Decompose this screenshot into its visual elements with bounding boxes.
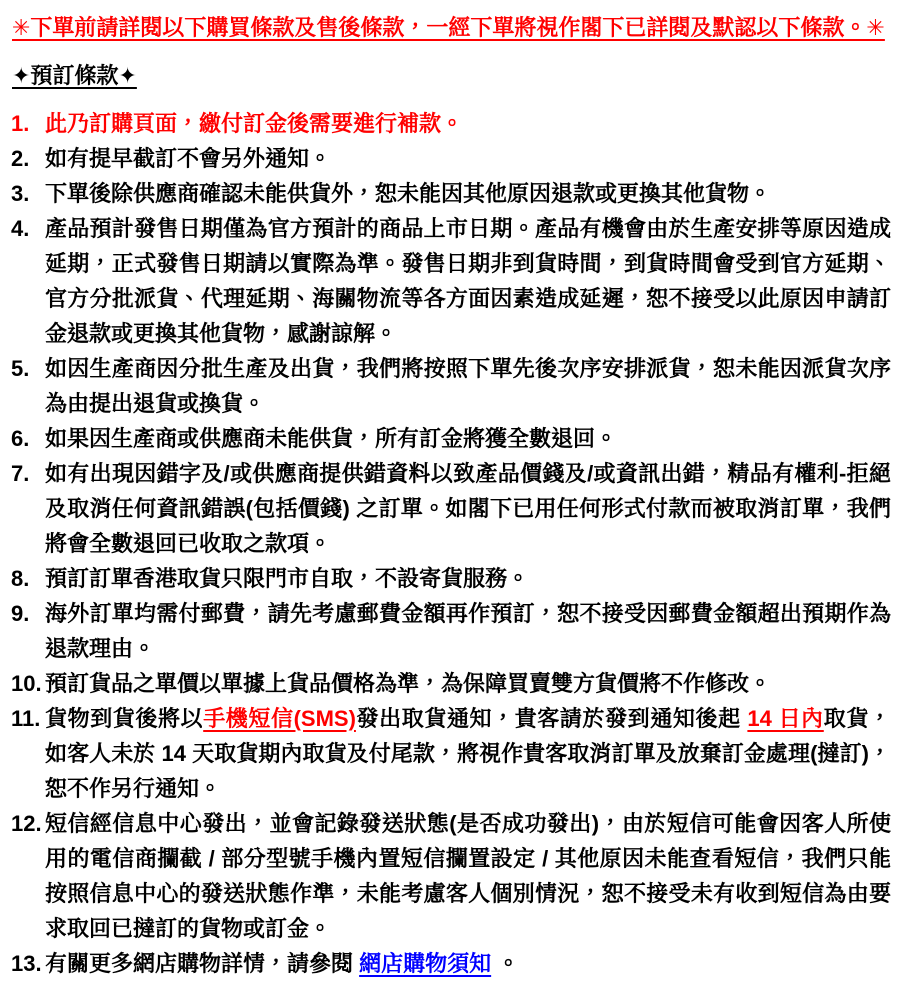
term-number: 1. xyxy=(11,111,30,136)
term-text xyxy=(45,946,891,981)
term-text xyxy=(45,211,891,351)
section-title-preorder-terms: ✦預訂條款✦ xyxy=(12,63,137,88)
term-text-segment: 。 xyxy=(491,951,520,976)
term-text xyxy=(45,141,891,176)
term-number: 5. xyxy=(11,356,30,381)
term-text-segment: 產品預計發售日期僅為官方預計的商品上市日期。產品有機會由於生產安排等原因造成延期，正式發售日期請以實際為準。發售日期非到貨時間，到貨時間會受到官方延期、官方分批派貨、代理延期、海關物流等各方面因素造成延遲，恕不接受以此原因申請訂金退款或更換其他貨物，感謝諒解。 xyxy=(45,216,891,346)
terms-list xyxy=(10,106,891,981)
term-text xyxy=(45,176,891,211)
preorder-warning-header: ✳下單前請詳閱以下購買條款及售後條款，一經下單將視作閣下已詳閱及默認以下條款。✳ xyxy=(12,15,885,40)
term-number: 11. xyxy=(11,706,41,731)
term-item-6 xyxy=(10,421,891,456)
term-text-segment: 海外訂單均需付郵費，請先考慮郵費金額再作預訂，恕不接受因郵費金額超出預期作為退款理由。 xyxy=(45,601,891,661)
sms-highlight: 手機短信(SMS) xyxy=(203,706,356,731)
term-text-segment: 取貨，如客人未於 14 天取貨期內取貨及付尾款，將視作貴客取消訂單及放棄訂金處理(撻訂)，恕不作另行通知。 xyxy=(45,706,891,801)
term-text-segment: 有關更多網店購物詳情，請參閱 xyxy=(45,951,360,976)
term-number: 12. xyxy=(11,811,42,836)
term-text-segment: 如有提早截訂不會另外通知。 xyxy=(45,146,332,171)
term-number: 9. xyxy=(11,601,30,626)
term-text-segment: 預訂貨品之單價以單據上貨品價格為準，為保障買賣雙方貨價將不作修改。 xyxy=(45,671,772,696)
term-number: 6. xyxy=(11,426,30,451)
term-text-segment: 發出取貨通知，貴客請於發到通知後起 xyxy=(355,706,748,731)
term-item-11 xyxy=(10,701,891,806)
term-item-3 xyxy=(10,176,891,211)
term-item-1 xyxy=(10,106,891,141)
term-number: 4. xyxy=(11,216,30,241)
term-item-8 xyxy=(10,561,891,596)
term-item-10 xyxy=(10,666,891,701)
term-text xyxy=(45,561,891,596)
term-text xyxy=(45,351,891,421)
pickup-deadline-highlight: 14 日內 xyxy=(747,706,824,731)
term-number: 3. xyxy=(11,181,30,206)
term-item-4 xyxy=(10,211,891,351)
term-text xyxy=(45,806,891,946)
term-number: 10. xyxy=(11,671,42,696)
term-text-segment: 下單後除供應商確認未能供貨外，恕未能因其他原因退款或更換其他貨物。 xyxy=(45,181,772,206)
term-text xyxy=(45,596,891,666)
term-number: 7. xyxy=(11,461,30,486)
term-number: 8. xyxy=(11,566,30,591)
term-number: 2. xyxy=(11,146,30,171)
term-text-segment: 預訂訂單香港取貨只限門市自取，不設寄貨服務。 xyxy=(45,566,530,591)
term-text-segment: 貨物到貨後將以 xyxy=(45,706,204,731)
term-text xyxy=(45,701,891,806)
term-text-segment: 如果因生產商或供應商未能供貨，所有訂金將獲全數退回。 xyxy=(45,426,618,451)
term-item-12 xyxy=(10,806,891,946)
term-item-13 xyxy=(10,946,891,981)
term-text xyxy=(45,421,891,456)
term-text-segment: 如因生產商因分批生產及出貨，我們將按照下單先後次序安排派貨，恕未能因派貨次序為由提出退貨或換貨。 xyxy=(45,356,891,416)
shop-notice-link[interactable]: 網店購物須知 xyxy=(359,951,492,976)
term-text xyxy=(45,456,891,561)
term-number: 13. xyxy=(11,951,42,976)
term-item-9 xyxy=(10,596,891,666)
term-text xyxy=(45,666,891,701)
term-item-7 xyxy=(10,456,891,561)
term-item-5 xyxy=(10,351,891,421)
term-text xyxy=(45,106,891,141)
term-text-segment: 如有出現因錯字及/或供應商提供錯資料以致產品價錢及/或資訊出錯，精品有權利-拒絕及取消任何資訊錯誤(包括價錢) 之訂單。如閣下已用任何形式付款而被取消訂單，我們將會全數退回已收取之款項。 xyxy=(45,461,891,556)
term-text-segment: 此乃訂購頁面，繳付訂金後需要進行補款。 xyxy=(45,111,464,136)
term-item-2 xyxy=(10,141,891,176)
term-text-segment: 短信經信息中心發出，並會記錄發送狀態(是否成功發出)，由於短信可能會因客人所使用的電信商攔截 / 部分型號手機內置短信攔置設定 / 其他原因未能查看短信，我們只能按照信息中心的發送狀態作準，未能考慮客人個別情況，恕不接受未有收到短信為由要求取回已撻訂的貨物或訂金。 xyxy=(45,811,891,941)
